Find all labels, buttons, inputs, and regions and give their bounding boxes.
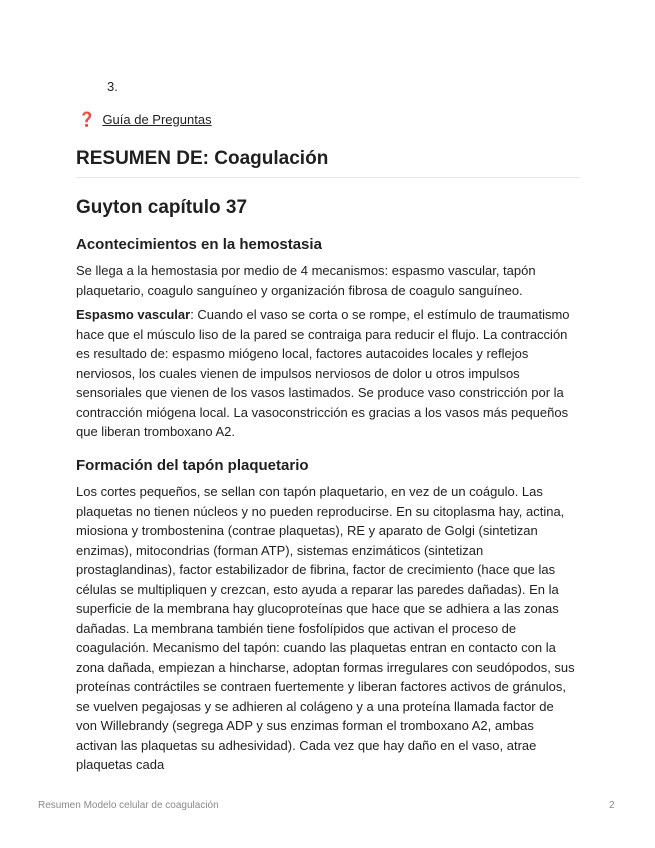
section-heading-tapon: Formación del tapón plaquetario <box>76 457 309 474</box>
paragraph-espasmo-vascular <box>76 305 576 442</box>
paragraph-tapon-plaquetario: Los cortes pequeños, se sellan con tapón plaquetario, en vez de un coágulo. Las plaquetas no tienen núcleos y no pueden reproducirse. En su citoplasma hay, actina, miosiona y trombostenina (contrae plaquetas), RE y aparato de Golgi (sintetizan enzimas), mitocondrias (forman ATP), sistemas enzimáticos (sintetizan prostaglandinas), factor estabilizador de fibrina, factor de crecimiento (hace que las células se multipliquen y crezcan, esto ayuda a reparar las paredes dañadas). En la superficie de la membrana hay glucoproteínas que hace que se adhiera a las zonas dañadas. La membrana también tiene fosfolípidos que activan el proceso de coagulación. Mecanismo del tapón: cuando las plaquetas entran en contacto con la zona dañada, empiezan a hincharse, adoptan formas irregulares con seudópodos, sus proteínas contráctiles se contraen fuertemente y liberan factores activos de gránulos, se vuelven pegajosas y se adhieren al colágeno y a una proteína llamada factor de von Willebrandy (segrega ADP y sus enzimas forman el tromboxano A2, ambas activan las plaquetas su adhesividad). Cada vez que hay daño en el vaso, atrae plaquetas cada <box>76 484 575 772</box>
page-title: RESUMEN DE: Coagulación <box>76 148 580 178</box>
term-espasmo-vascular: Espasmo vascular <box>76 307 191 322</box>
paragraph-espasmo-text: : Cuando el vaso se corta o se rompe, el estímulo de traumatismo hace que el músculo liso de la pared se contraiga para reducir el flujo. La contracción es resultado de: espasmo miógeno local, factores autacoides locales y reflejos nerviosos, los cuales vienen de impulsos nerviosos de dolor u otros impulsos sensoriales que vienen de los vasos lastimados. Se produce vaso constricción por la contracción miógena local. La vasoconstricción es gracias a los vasos más pequeños que liberan tromboxano A2. <box>76 307 570 439</box>
guide-link[interactable]: Guía de Preguntas <box>102 112 212 127</box>
chapter-heading: Guyton capítulo 37 <box>76 197 248 218</box>
section-heading-hemostasia: Acontecimientos en la hemostasia <box>76 236 322 253</box>
question-icon: ❓ <box>78 111 96 127</box>
footer-document-title: Resumen Modelo celular de coagulación <box>38 800 219 811</box>
footer-page-number: 2 <box>609 800 615 811</box>
guide-link-row[interactable] <box>78 111 212 128</box>
list-number: 3. <box>107 79 118 94</box>
paragraph-mecanismos: Se llega a la hemostasia por medio de 4 mecanismos: espasmo vascular, tapón plaquetario, coagulo sanguíneo y organización fibrosa de coagulo sanguíneo. <box>76 263 536 298</box>
